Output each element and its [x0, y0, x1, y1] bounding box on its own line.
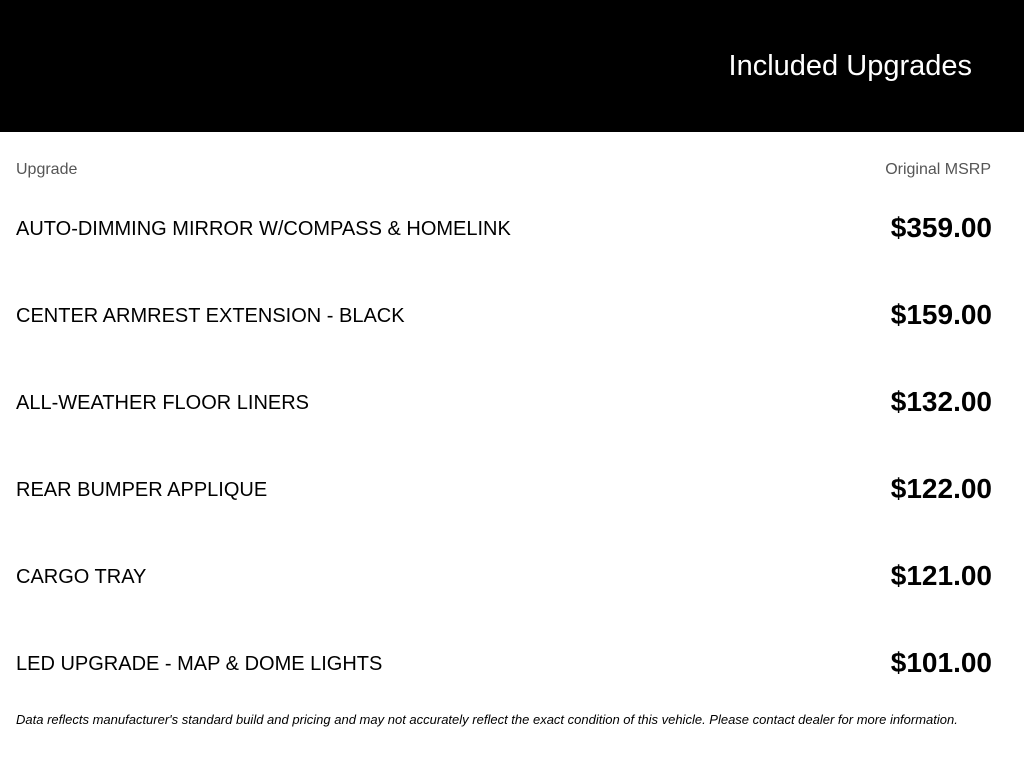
header-banner: [0, 0, 1024, 132]
page-title: Included Upgrades: [728, 50, 972, 82]
list-item: [0, 619, 1024, 706]
upgrade-name: REAR BUMPER APPLIQUE: [16, 479, 268, 501]
list-item: [0, 271, 1024, 358]
upgrade-list: [0, 184, 1024, 706]
upgrade-price: $121.00: [890, 560, 992, 591]
upgrade-name: CARGO TRAY: [16, 566, 147, 588]
upgrade-name: CENTER ARMREST EXTENSION - BLACK: [16, 305, 405, 327]
upgrade-price: $359.00: [890, 212, 992, 243]
upgrade-price: $132.00: [890, 386, 992, 417]
upgrade-price: $122.00: [890, 473, 992, 504]
list-item: [0, 358, 1024, 445]
disclaimer-text: Data reflects manufacturer's standard build and pricing and may not accurately reflect the exact condition of this vehicle. Please contact dealer for more information.: [16, 712, 958, 727]
column-header-msrp: Original MSRP: [885, 161, 991, 178]
list-item: [0, 445, 1024, 532]
upgrade-price: $101.00: [890, 647, 992, 678]
upgrade-name: LED UPGRADE - MAP & DOME LIGHTS: [16, 653, 383, 675]
upgrade-name: ALL-WEATHER FLOOR LINERS: [16, 392, 310, 414]
upgrade-price: $159.00: [890, 299, 992, 330]
list-item: [0, 184, 1024, 271]
list-item: [0, 532, 1024, 619]
upgrade-name: AUTO-DIMMING MIRROR W/COMPASS & HOMELINK: [16, 218, 511, 240]
column-header-upgrade: Upgrade: [16, 161, 78, 178]
